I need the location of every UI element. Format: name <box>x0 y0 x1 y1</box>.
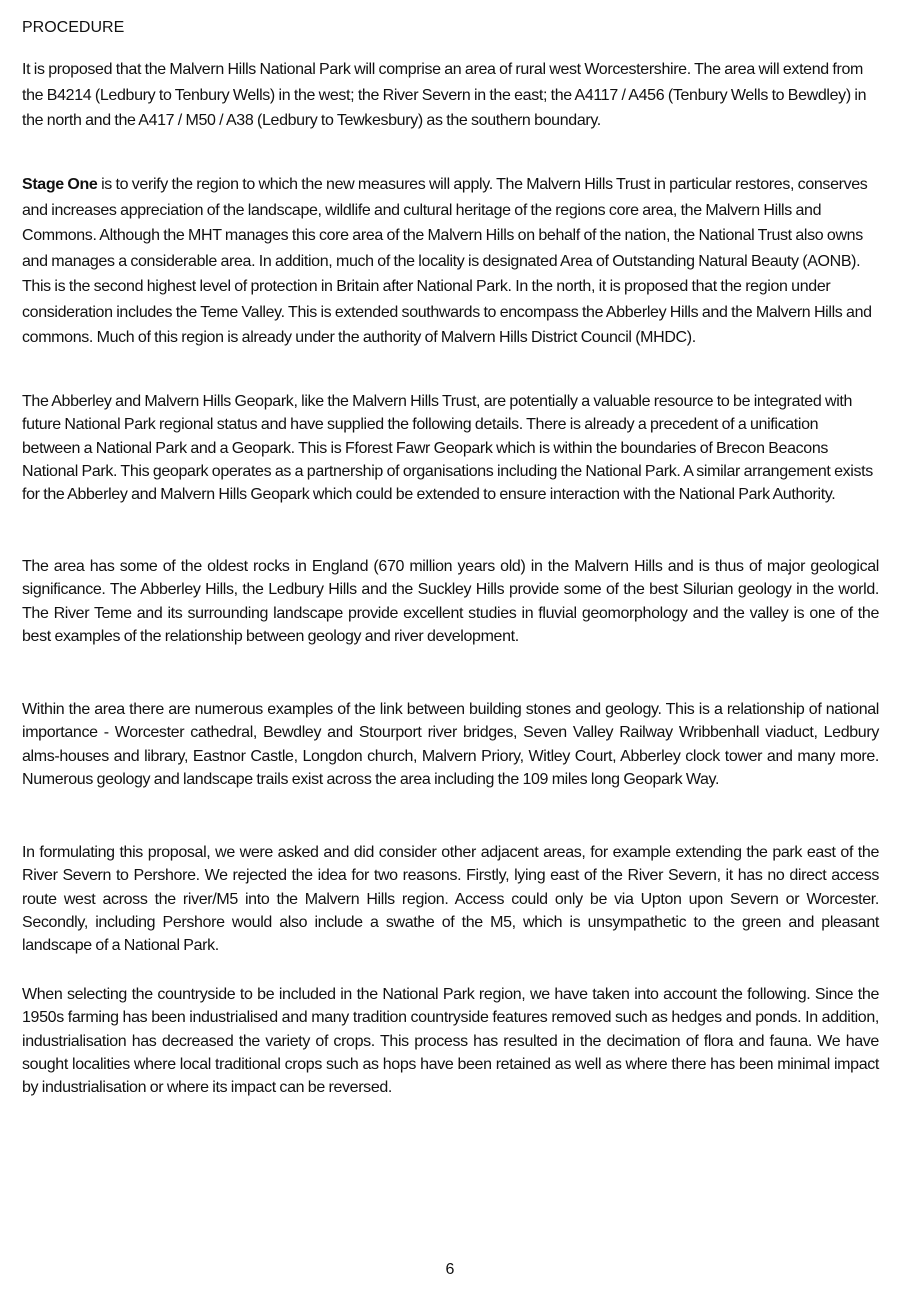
paragraph-stage-one <box>22 172 879 351</box>
paragraph-lead: Stage One <box>22 176 98 193</box>
paragraph-geopark <box>22 390 879 506</box>
page-number: 6 <box>445 1261 455 1278</box>
paragraph-text: The Abberley and Malvern Hills Geopark, like the Malvern Hills Trust, are potentially a valuable resource to be integrated with future National Park regional status and have supplied the following details. There is already a precedent of a unification between a National Park and a Geopark. This is Fforest Fawr Geopark which is within the boundaries of Brecon Beacons National Park. This geopark operates as a partnership of organisations including the National Park. A similar arrangement exists for the Abberley and Malvern Hills Geopark which could be extended to ensure interaction with the National Park Authority. <box>22 393 873 504</box>
paragraph-boundaries <box>22 57 879 134</box>
paragraph-text: In formulating this proposal, we were asked and did consider other adjacent areas, for example extending the park east of the River Severn to Pershore. We rejected the idea for two reasons. Firstly, lying east of the River Severn, it has no direct access route west across the river/M5 into the Malvern Hills region. Access could only be via Upton upon Severn or Worcester. Secondly, including Pershore would also include a swathe of the M5, which is unsympathetic to the green and pleasant landscape of a National Park. <box>22 844 879 955</box>
paragraph-text: It is proposed that the Malvern Hills National Park will comprise an area of rural west Worcestershire. The area will extend from the B4214 (Ledbury to Tenbury Wells) in the west; the River Severn in the east; the A4117 / A456 (Tenbury Wells to Bewdley) in the north and the A417 / M50 / A38 (Ledbury to Tewkesbury) as the southern boundary. <box>22 61 867 129</box>
paragraph-countryside <box>22 983 879 1099</box>
paragraph-geology <box>22 555 879 648</box>
paragraph-building-stones <box>22 698 879 791</box>
paragraph-text: is to verify the region to which the new measures will apply. The Malvern Hills Trust in particular restores, conserves and increases appreciation of the landscape, wildlife and cultural heritage of the regions core area, the Malvern Hills and Commons. Although the MHT manages this core area of the Malvern Hills on behalf of the nation, the National Trust also owns and manages a considerable area. In addition, much of the locality is designated Area of Outstanding Natural Beauty (AONB). This is the second highest level of protection in Britain after National Park. In the north, it is proposed that the region under consideration includes the Teme Valley. This is extended southwards to encompass the Abberley Hills and the Malvern Hills and commons. Much of this region is already under the authority of Malvern Hills District Council (MHDC). <box>22 176 872 346</box>
paragraph-text: Within the area there are numerous examples of the link between building stones and geology. This is a relationship of national importance - Worcester cathedral, Bewdley and Stourport river bridges, Seven Valley Railway Wribbenhall viaduct, Ledbury alms-houses and library, Eastnor Castle, Longdon church, Malvern Priory, Witley Court, Abberley clock tower and many more. Numerous geology and landscape trails exist across the area including the 109 miles long Geopark Way. <box>22 701 879 788</box>
paragraph-adjacent-areas <box>22 841 879 957</box>
paragraph-text: When selecting the countryside to be included in the National Park region, we have taken into account the following. Since the 1950s farming has been industrialised and many tradition countryside features removed such as hedges and ponds. In addition, industrialisation has decreased the variety of crops. This process has resulted in the decimation of flora and fauna. We have sought localities where local traditional crops such as hops have been retained as well as where there has been minimal impact by industrialisation or where its impact can be reversed. <box>22 986 879 1097</box>
section-heading: PROCEDURE <box>22 19 125 36</box>
paragraph-text: The area has some of the oldest rocks in England (670 million years old) in the Malvern Hills and is thus of major geological significance. The Abberley Hills, the Ledbury Hills and the Suckley Hills provide some of the best Silurian geology in the world. The River Teme and its surrounding landscape provide excellent studies in fluvial geomorphology and the valley is one of the best examples of the relationship between geology and river development. <box>22 558 879 645</box>
